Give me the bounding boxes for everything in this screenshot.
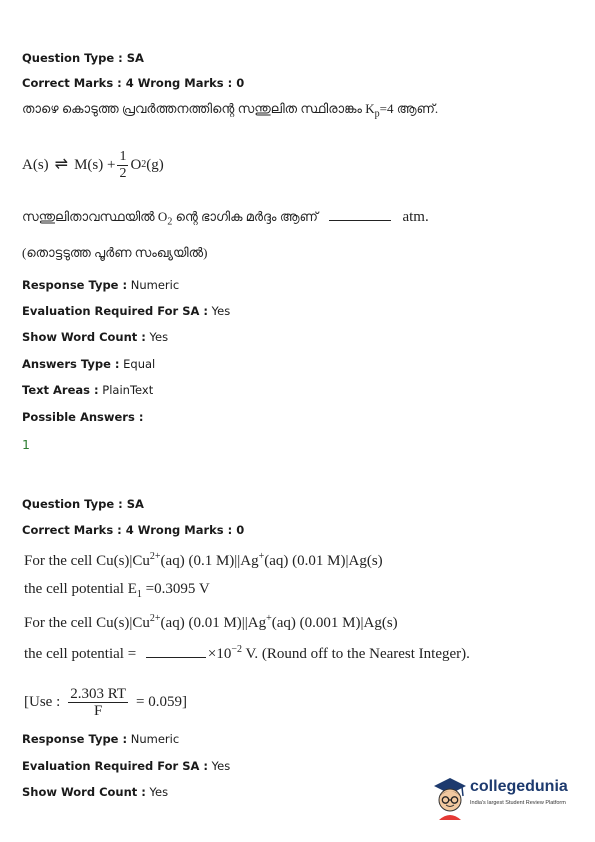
q2-evaluation-required: Evaluation Required For SA : Yes — [22, 759, 231, 773]
q1-response-type: Response Type : Numeric — [22, 278, 180, 292]
q2-answer-blank — [146, 645, 206, 658]
q1-question-line3: (തൊട്ടടുത്ത പൂർണ സംഖ്യയിൽ) — [22, 245, 208, 260]
q2-line4: the cell potential = $\times 10^{-2}$ V. (Round off to the Nearest Integer). — [24, 644, 470, 662]
q2-type: Question Type : SA — [22, 497, 144, 511]
logo-tagline: India's largest Student Review Platform — [470, 800, 566, 806]
q2-line1: For the cell $Cu(s)|Cu^{2+}(aq)$ (0.1 M)||Ag+(aq) (0.01 M)|Ag(s) — [24, 551, 383, 569]
q1-text-areas: Text Areas : PlainText — [22, 383, 154, 397]
q1-possible-answers-label: Possible Answers : — [22, 410, 144, 424]
q2-line3: For the cell $Cu(s)|Cu^{2+}(aq)$ (0.01 M)||Ag+(aq) (0.001 M)|Ag(s) — [24, 613, 398, 631]
q1-type: Question Type : SA — [22, 51, 144, 65]
q1-answers-type: Answers Type : Equal — [22, 357, 156, 371]
collegedunia-logo — [430, 774, 580, 822]
q1-possible-answer: 1 — [22, 437, 30, 452]
q1-show-word-count: Show Word Count : Yes — [22, 330, 169, 344]
q2-line2: the cell potential $E_1 =0.3095$ V — [24, 581, 210, 600]
q2-show-word-count: Show Word Count : Yes — [22, 785, 169, 799]
q1-question-line1: താഴെ കൊടുത്ത പ്രവർത്തനത്തിന്റെ സന്തുലിത സ്ഥിരാങ്കം $K_p=4$ ആണ്. — [22, 101, 439, 120]
q1-marks: Correct Marks : 4 Wrong Marks : 0 — [22, 76, 245, 90]
q1-evaluation-required: Evaluation Required For SA : Yes — [22, 304, 231, 318]
q1-equation: A(s) ⇌ M(s) + $\frac{1}{2}$ O 2 (g) — [22, 148, 164, 181]
q2-response-type: Response Type : Numeric — [22, 732, 180, 746]
q1-answer-blank — [329, 208, 391, 221]
logo-name: collegedunia — [470, 778, 568, 795]
q2-marks: Correct Marks : 4 Wrong Marks : 0 — [22, 523, 245, 537]
q1-question-line2: സന്തുലിതാവസ്ഥയിൽ $O_2$ ന്റെ ഭാഗിക മർദ്ദം ആണ് atm. — [22, 209, 429, 228]
q2-use-formula: [Use : $\frac{2.303 RT}{F}$ = 0.059] — [24, 685, 187, 719]
mascot-icon — [430, 774, 470, 822]
